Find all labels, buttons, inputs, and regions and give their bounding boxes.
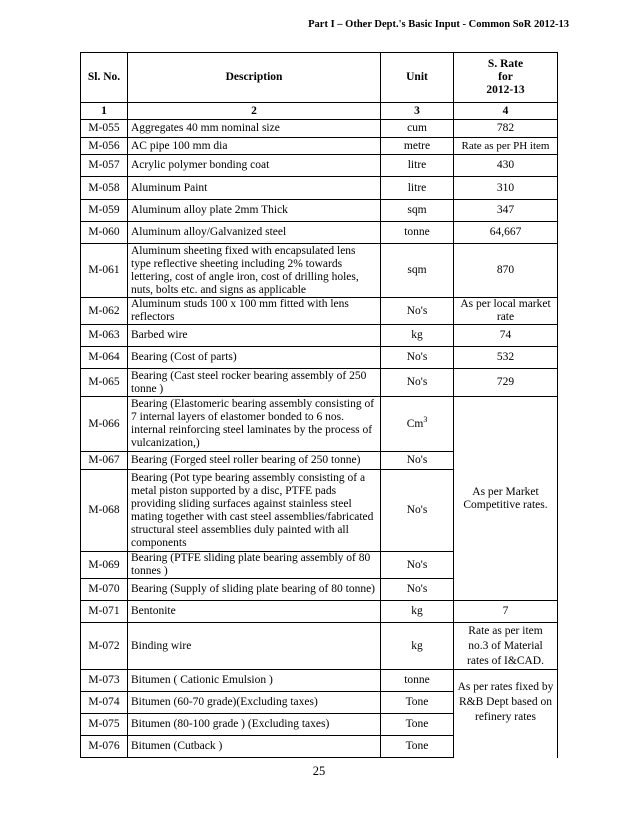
unit-superscript: 3 <box>423 414 428 424</box>
description: Bearing (Supply of sliding plate bearing of 80 tonne) <box>128 579 381 601</box>
description: Aluminum Paint <box>128 177 381 200</box>
header-row <box>81 53 558 103</box>
rate: 870 <box>454 244 558 298</box>
col-rate-line: S. Rate <box>487 58 524 70</box>
rate-merged-bitumen: As per rates fixed by R&B Dept based on refinery rates <box>454 670 558 758</box>
description: Bitumen ( Cationic Emulsion ) <box>128 670 381 692</box>
rate: As per local market rate <box>454 298 558 325</box>
table-row <box>81 347 558 369</box>
unit-base: Cm <box>406 417 424 430</box>
rate: Rate as per PH item <box>454 138 558 155</box>
table-row <box>81 369 558 397</box>
rate: 729 <box>454 369 558 397</box>
col-number: 4 <box>454 103 558 120</box>
unit: No's <box>381 470 454 552</box>
description: Bitumen (Cutback ) <box>128 736 381 758</box>
page-number: 25 <box>312 764 326 778</box>
description: Acrylic polymer bonding coat <box>128 155 381 177</box>
column-number-row <box>81 103 558 120</box>
rate: 430 <box>454 155 558 177</box>
description: Bentonite <box>128 601 381 623</box>
sl-no: M-055 <box>81 120 128 138</box>
col-rate <box>454 53 558 103</box>
description: AC pipe 100 mm dia <box>128 138 381 155</box>
col-description: Description <box>128 53 381 103</box>
description: Bearing (Forged steel roller bearing of 250 tonne) <box>128 452 381 470</box>
description: Barbed wire <box>128 325 381 347</box>
sl-no: M-065 <box>81 369 128 397</box>
rate: 782 <box>454 120 558 138</box>
table-row <box>81 200 558 222</box>
rate: 74 <box>454 325 558 347</box>
col-number: 3 <box>381 103 454 120</box>
description: Bearing (Cost of parts) <box>128 347 381 369</box>
table-row <box>81 601 558 623</box>
sl-no: M-068 <box>81 470 128 552</box>
unit: No's <box>381 347 454 369</box>
table-row <box>81 120 558 138</box>
sl-no: M-069 <box>81 552 128 579</box>
col-number: 1 <box>81 103 128 120</box>
sl-no: M-076 <box>81 736 128 758</box>
unit: sqm <box>381 200 454 222</box>
description: Bearing (PTFE sliding plate bearing assembly of 80 tonnes ) <box>128 552 381 579</box>
table-row <box>81 155 558 177</box>
description: Aluminum alloy/Galvanized steel <box>128 222 381 244</box>
sl-no: M-070 <box>81 579 128 601</box>
sl-no: M-063 <box>81 325 128 347</box>
description: Aluminum sheeting fixed with encapsulated lens type reflective sheeting including 2% towards lettering, cost of angle iron, cost of drilling holes, nuts, bolts etc. and signs as applicable <box>128 244 381 298</box>
description: Bearing (Pot type bearing assembly consisting of a metal piston supported by a disc, PTFE pads providing sliding surfaces against stainless steel mating together with cast steel assemblies/fabricated structural steel assemblies duly painted with all components <box>128 470 381 552</box>
rate: 64,667 <box>454 222 558 244</box>
col-sl-no: Sl. No. <box>81 53 128 103</box>
sl-no: M-060 <box>81 222 128 244</box>
rates-table <box>80 52 558 758</box>
description: Bitumen (80-100 grade ) (Excluding taxes) <box>128 714 381 736</box>
sl-no: M-064 <box>81 347 128 369</box>
rate: 347 <box>454 200 558 222</box>
sl-no: M-062 <box>81 298 128 325</box>
description: Bearing (Elastomeric bearing assembly consisting of 7 internal layers of elastomer bonded to 6 nos. internal reinforcing steel laminates by the process of vulcanization,) <box>128 397 381 452</box>
unit: tonne <box>381 670 454 692</box>
table-row <box>81 298 558 325</box>
unit: No's <box>381 452 454 470</box>
table-row <box>81 177 558 200</box>
sl-no: M-074 <box>81 692 128 714</box>
unit: cum <box>381 120 454 138</box>
unit: kg <box>381 325 454 347</box>
description: Aggregates 40 mm nominal size <box>128 120 381 138</box>
sl-no: M-057 <box>81 155 128 177</box>
table-row <box>81 623 558 670</box>
rate: Rate as per item no.3 of Material rates of I&CAD. <box>454 623 558 670</box>
sl-no: M-061 <box>81 244 128 298</box>
table-row <box>81 138 558 155</box>
unit <box>381 397 454 452</box>
sl-no: M-056 <box>81 138 128 155</box>
rate: 310 <box>454 177 558 200</box>
sl-no: M-067 <box>81 452 128 470</box>
unit: kg <box>381 601 454 623</box>
sl-no: M-072 <box>81 623 128 670</box>
rate-merged-bearings: As per Market Competitive rates. <box>454 397 558 601</box>
unit: Tone <box>381 736 454 758</box>
running-header: Part I – Other Dept.'s Basic Input - Common SoR 2012-13 <box>308 19 569 30</box>
unit: litre <box>381 155 454 177</box>
col-rate-line: 2012-13 <box>486 84 525 96</box>
sl-no: M-066 <box>81 397 128 452</box>
unit: No's <box>381 369 454 397</box>
unit: sqm <box>381 244 454 298</box>
rate: 7 <box>454 601 558 623</box>
unit: metre <box>381 138 454 155</box>
unit: No's <box>381 552 454 579</box>
col-rate-line: for <box>498 71 513 83</box>
unit: Tone <box>381 714 454 736</box>
unit: kg <box>381 623 454 670</box>
description: Bearing (Cast steel rocker bearing assembly of 250 tonne ) <box>128 369 381 397</box>
sl-no: M-059 <box>81 200 128 222</box>
description: Aluminum alloy plate 2mm Thick <box>128 200 381 222</box>
table-row <box>81 670 558 692</box>
col-number: 2 <box>128 103 381 120</box>
sl-no: M-075 <box>81 714 128 736</box>
table-row <box>81 325 558 347</box>
table-row <box>81 244 558 298</box>
table-row <box>81 397 558 452</box>
unit: No's <box>381 579 454 601</box>
sl-no: M-073 <box>81 670 128 692</box>
table-row <box>81 222 558 244</box>
description: Binding wire <box>128 623 381 670</box>
description: Bitumen (60-70 grade)(Excluding taxes) <box>128 692 381 714</box>
description: Aluminum studs 100 x 100 mm fitted with lens reflectors <box>128 298 381 325</box>
unit: Tone <box>381 692 454 714</box>
sl-no: M-058 <box>81 177 128 200</box>
col-unit: Unit <box>381 53 454 103</box>
unit: tonne <box>381 222 454 244</box>
unit: No's <box>381 298 454 325</box>
sl-no: M-071 <box>81 601 128 623</box>
rate: 532 <box>454 347 558 369</box>
unit: litre <box>381 177 454 200</box>
